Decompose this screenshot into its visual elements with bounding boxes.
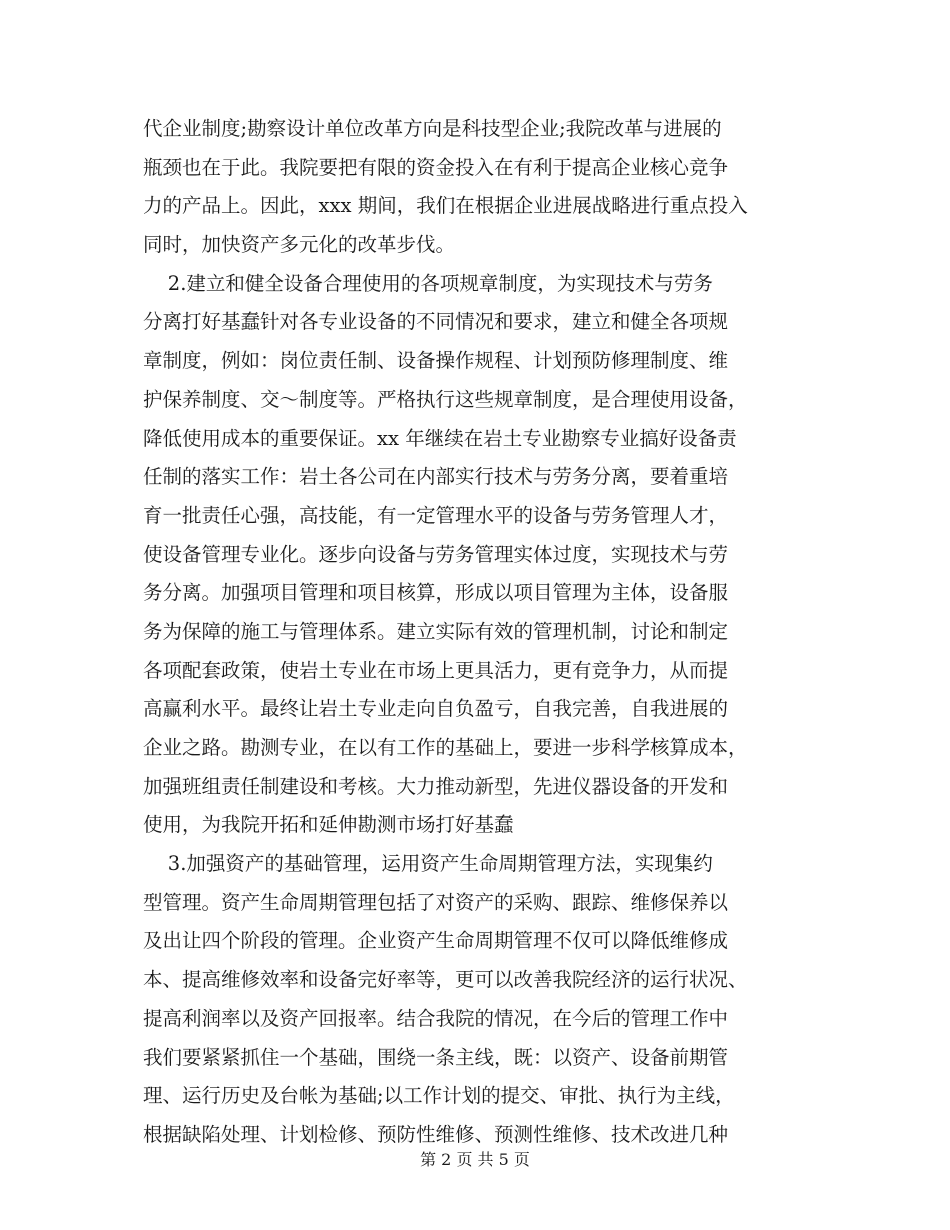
page-number-footer: 第 2 页 共 5 页	[420, 1150, 530, 1169]
text-line: 型管理。资产生命周期管理包括了对资产的采购、跟踪、维修保养以	[143, 890, 729, 914]
text-line: 代企业制度;勘察设计单位改革方向是科技型企业;我院改革与进展的	[143, 117, 722, 140]
text-line: 任制的落实工作：岩土各公司在内部实行技术与劳务分离，要着重培	[143, 465, 729, 489]
text-line: 各项配套政策，使岩土专业在市场上更具活力，更有竞争力，从而提	[143, 658, 729, 682]
text-line: 根据缺陷处理、计划检修、预防性维修、预测性维修、技术改进几种	[143, 1122, 729, 1146]
text-line: 使设备管理专业化。逐步向设备与劳务管理实体过度，实现技术与劳	[143, 542, 729, 566]
text-line: 2.建立和健全设备合理使用的各项规章制度，为实现技术与劳务	[143, 271, 713, 295]
text-line: 及出让四个阶段的管理。企业资产生命周期管理不仅可以降低维修成	[143, 929, 729, 953]
text-line: 加强班组责任制建设和考核。大力推动新型，先进仪器设备的开发和	[143, 774, 729, 798]
text-line: 理、运行历史及台帐为基础;以工作计划的提交、审批、执行为主线，	[143, 1084, 735, 1108]
text-line: 同时，加快资产多元化的改革步伐。	[143, 233, 456, 257]
text-line: 章制度，例如：岗位责任制、设备操作规程、计划预防修理制度、维	[143, 349, 729, 373]
text-line: 护保养制度、交～制度等。严格执行这些规章制度，是合理使用设备，	[143, 387, 748, 411]
text-line: 使用，为我院开拓和延伸勘测市场打好基蠢	[143, 813, 514, 837]
text-line: 务分离。加强项目管理和项目核算，形成以项目管理为主体，设备服	[143, 581, 729, 605]
text-line: 提高利润率以及资产回报率。结合我院的情况，在今后的管理工作中	[143, 1006, 729, 1030]
body-text	[143, 110, 823, 1155]
text-line: 企业之路。勘测专业，在以有工作的基础上，要进一步科学核算成本，	[143, 736, 748, 759]
text-line: 本、提高维修效率和设备完好率等，更可以改善我院经济的运行状况、	[143, 968, 748, 992]
text-line: 分离打好基蠢针对各专业设备的不同情况和要求，建立和健全各项规	[143, 310, 729, 334]
text-line: 育一批责任心强，高技能，有一定管理水平的设备与劳务管理人才，	[143, 503, 729, 527]
text-line: 我们要紧紧抓住一个基础，围绕一条主线，既：以资产、设备前期管	[143, 1045, 729, 1069]
text-line: 3.加强资产的基础管理，运用资产生命周期管理方法，实现集约	[143, 852, 713, 876]
text-line: 瓶颈也在于此。我院要把有限的资金投入在有利于提高企业核心竞争	[143, 155, 729, 179]
text-line: 力的产品上。因此，xxx 期间，我们在根据企业进展战略进行重点投入	[143, 194, 748, 218]
text-line: 降低使用成本的重要保证。xx 年继续在岩土专业勘察专业搞好设备责	[143, 426, 737, 450]
text-line: 务为保障的施工与管理体系。建立实际有效的管理机制，讨论和制定	[143, 619, 729, 643]
text-line: 高赢利水平。最终让岩土专业走向自负盈亏，自我完善，自我进展的	[143, 697, 729, 721]
